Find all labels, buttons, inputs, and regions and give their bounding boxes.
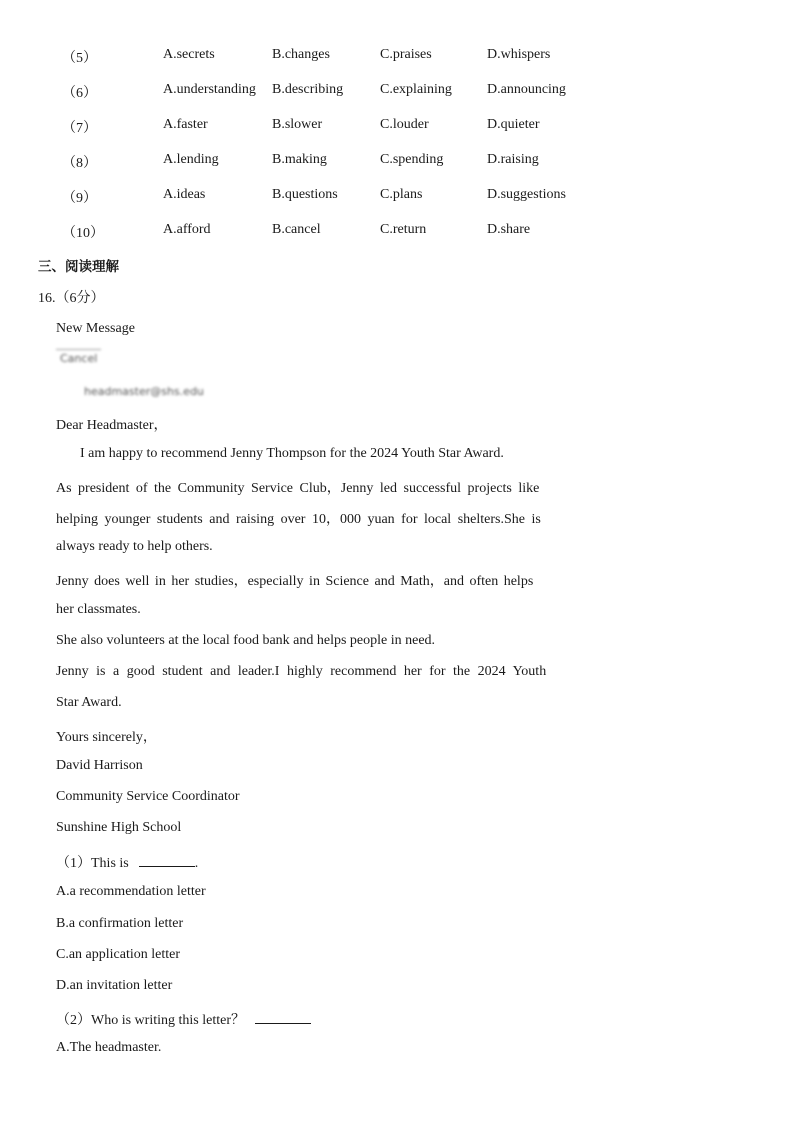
option-a[interactable]: A.understanding [163, 82, 256, 97]
option-d[interactable]: D.share [487, 222, 531, 237]
letter-signature-name: David Harrison [56, 758, 143, 773]
option-row-9 [62, 187, 622, 207]
option-b[interactable]: B.describing [272, 82, 344, 97]
option-d[interactable]: D.quieter [487, 117, 540, 132]
letter-p3-line1: She also volunteers at the local food bank and helps people in need. [56, 633, 436, 648]
question-number: （9） [62, 191, 97, 206]
question-number: （8） [62, 156, 97, 171]
option-c[interactable]: C.return [380, 222, 427, 237]
option-row-10 [62, 222, 622, 242]
q1-stem [56, 852, 198, 872]
answer-blank[interactable] [139, 852, 195, 867]
option-b[interactable]: B.changes [272, 47, 330, 62]
section-title: 三、阅读理解 [38, 259, 119, 275]
option-row-6 [62, 82, 622, 102]
option-row-5 [62, 47, 622, 67]
option-a[interactable]: A.lending [163, 152, 219, 167]
letter-p1-line3: helping younger students and raising over 10，000 yuan for local shelters.She is [56, 512, 541, 527]
option-d[interactable]: D.announcing [487, 82, 566, 97]
option-b[interactable]: B.cancel [272, 222, 321, 237]
option-c[interactable]: C.explaining [380, 82, 452, 97]
option-c[interactable]: C.praises [380, 47, 432, 62]
letter-text: As president of the Community Service Club，Jenny led successful projects like [56, 481, 540, 496]
option-row-7 [62, 117, 622, 137]
letter-p2-line1: Jenny does well in her studies，especially in Science and Math，and often helps [56, 574, 534, 589]
q1-option-a[interactable]: A.a recommendation letter [56, 884, 206, 899]
letter-closing: Yours sincerely， [56, 730, 157, 745]
option-c[interactable]: C.plans [380, 187, 423, 202]
question-number: （10） [62, 226, 104, 241]
letter-p1-line1: I am happy to recommend Jenny Thompson for the 2024 Youth Star Award. [80, 446, 504, 461]
option-b[interactable]: B.slower [272, 117, 323, 132]
q1-stem-end: . [194, 856, 199, 871]
email-header: New Message [56, 321, 135, 336]
q1-option-d[interactable]: D.an invitation letter [56, 978, 173, 993]
letter-p4-line2: Star Award. [56, 695, 122, 710]
option-d[interactable]: D.whispers [487, 47, 551, 62]
email-recipient: headmaster@shs.edu [84, 385, 204, 398]
option-a[interactable]: A.faster [163, 117, 208, 132]
option-b[interactable]: B.making [272, 152, 327, 167]
option-a[interactable]: A.secrets [163, 47, 215, 62]
option-d[interactable]: D.suggestions [487, 187, 566, 202]
letter-p1-line2 [56, 477, 583, 497]
option-c[interactable]: C.louder [380, 117, 429, 132]
q2-option-a[interactable]: A.The headmaster. [56, 1040, 162, 1055]
option-row-8 [62, 152, 622, 172]
option-a[interactable]: A.afford [163, 222, 211, 237]
question-number: （5） [62, 51, 97, 66]
q2-stem [56, 1009, 311, 1029]
question-number: （6） [62, 86, 97, 101]
letter-signature-school: Sunshine High School [56, 820, 182, 835]
option-b[interactable]: B.questions [272, 187, 338, 202]
q1-stem-text: （1）This is [56, 856, 129, 871]
letter-p2-line2: her classmates. [56, 602, 141, 617]
letter-greeting: Dear Headmaster， [56, 418, 168, 433]
email-cancel-button[interactable]: Cancel [56, 349, 101, 367]
q1-option-b[interactable]: B.a confirmation letter [56, 916, 184, 931]
option-d[interactable]: D.raising [487, 152, 539, 167]
letter-p4-line1: Jenny is a good student and leader.I highly recommend her for the 2024 Youth [56, 664, 547, 679]
option-a[interactable]: A.ideas [163, 187, 206, 202]
option-c[interactable]: C.spending [380, 152, 444, 167]
question-16-number: 16.（6分） [38, 291, 105, 306]
letter-p1-line4: always ready to help others. [56, 539, 213, 554]
q2-stem-text: （2）Who is writing this letter？ [56, 1013, 245, 1028]
answer-blank[interactable] [255, 1009, 311, 1024]
question-number: （7） [62, 121, 97, 136]
q1-option-c[interactable]: C.an application letter [56, 947, 181, 962]
letter-signature-title: Community Service Coordinator [56, 789, 240, 804]
